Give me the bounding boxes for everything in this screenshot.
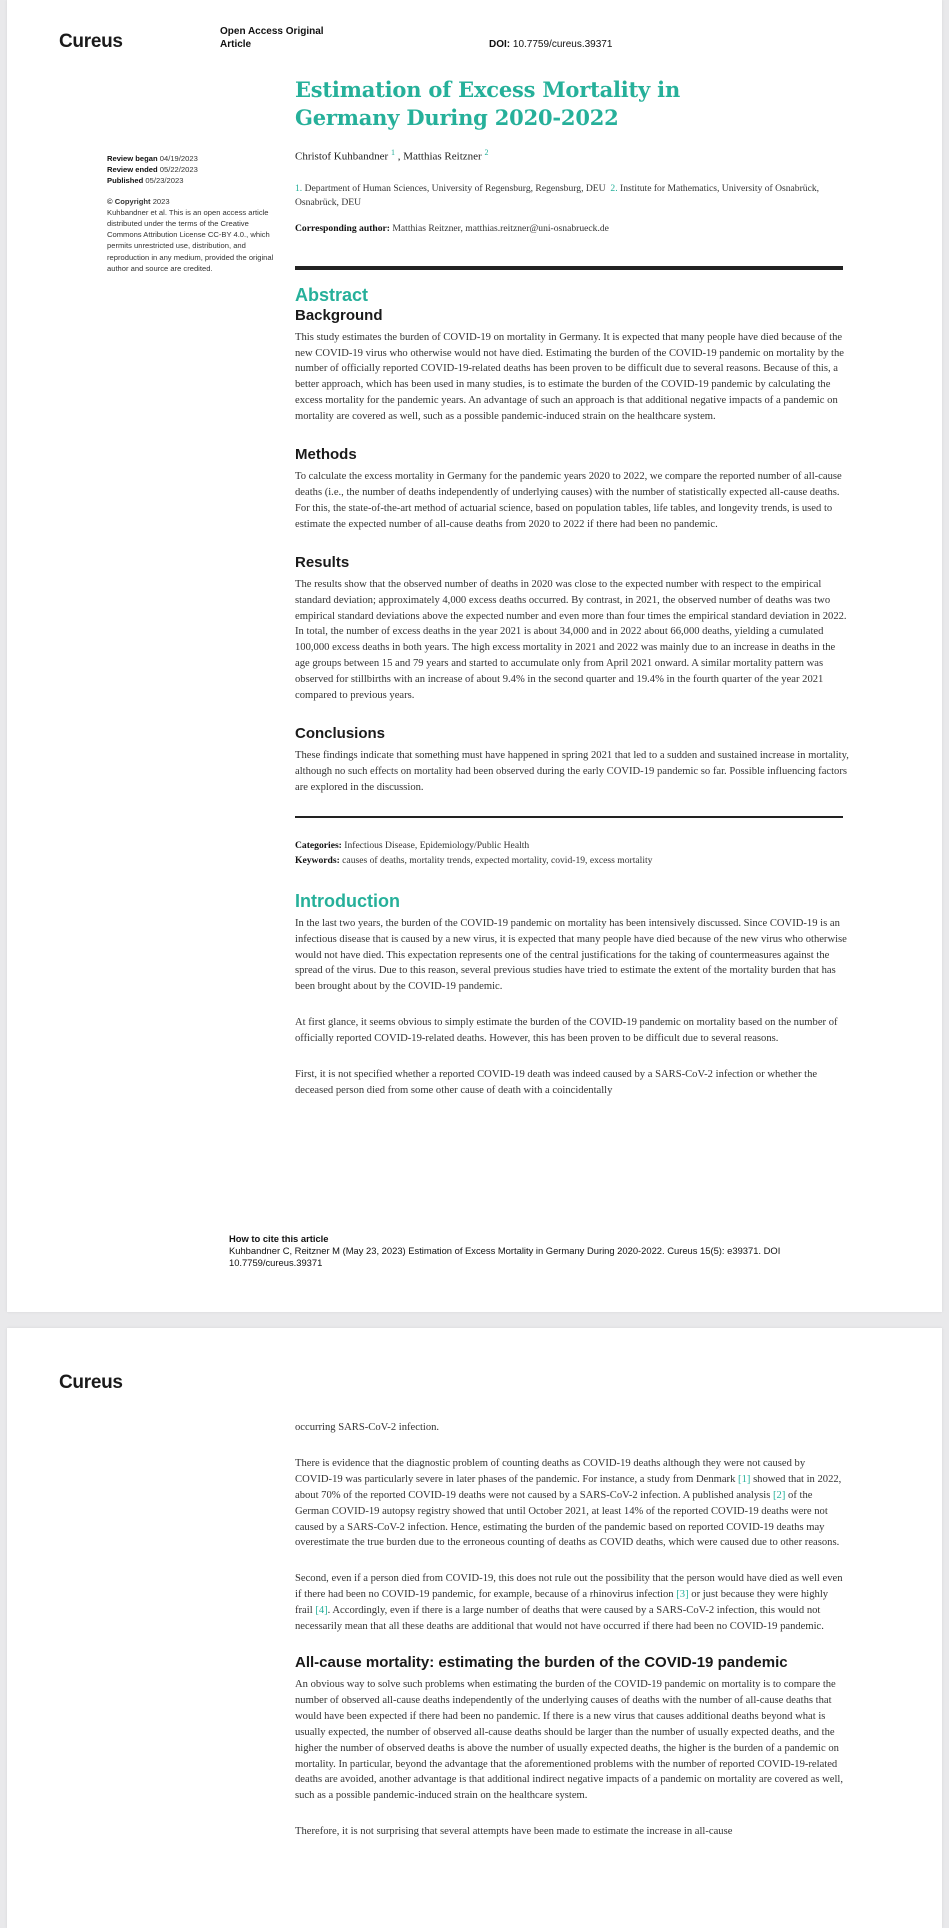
intro-paragraph: First, it is not specified whether a reported COVID-19 death was indeed caused by a SARS-CoV-2 infection or whether the deceased person died from some other cause of death with a coincidentally [295, 1069, 818, 1096]
reference-link[interactable]: [4] [315, 1605, 328, 1617]
article-type: Open Access Original Article [220, 26, 324, 50]
categories: Categories: Infectious Disease, Epidemiology/Public Health [295, 839, 530, 851]
methods-text: To calculate the excess mortality in Germany for the pandemic years 2020 to 2022, we compare the reported number of all-cause deaths (i.e., the number of deaths independently of underlying causes) with the number of statistically expected all-cause deaths. For this, the state-of-the-art method of actuarial science, based on population tables, life tables, and longevity trends, is used to estimate the expected number of all-cause deaths from 2020 to 2022 if there had been no pandemic. [295, 471, 842, 530]
results-text: The results show that the observed number of deaths in 2020 was close to the expected number with respect to the empirical standard deviation; approximately 4,000 excess deaths occurred. By contrast, in 2021, the observed number of deaths was two empirical standard deviations above the expected number and even more than four times the empirical standard deviation in 2022. In total, the number of excess deaths in the year 2021 is about 34,000 and in 2022 about 66,000 deaths, yielding a cumulated 100,000 excess deaths in both years. The high excess mortality in 2021 and 2022 was mainly due to an increase in deaths in the age groups between 15 and 79 years and started to accumulate only from April 2021 onward. A similar mortality pattern was observed for stillbirths with an increase of about 9.4% in the second quarter and 19.4% in the fourth quarter of the year 2021 compared to previous years. [295, 578, 847, 702]
cureus-logo: Cureus [59, 1372, 123, 1393]
review-began: Review began 04/19/2023 [107, 154, 198, 163]
sidebar [107, 153, 277, 274]
background-text: This study estimates the burden of COVID-19 on mortality in Germany. It is expected that many people have died because of the new COVID-19 virus who otherwise would not have died. Estimating the burden of the COVID-19 pandemic on mortality by the number of officially reported COVID-19-related deaths has been proven to be difficult due to several reasons. Because of this, a better approach, which has been used in many studies, is to estimate the burden of the COVID-19 pandemic by calculating the excess mortality for the pandemic years. An advantage of such an approach is that additional negative impacts of a pandemic on mortality are covered as well, such as a possible pandemic-induced strain on the healthcare system. [295, 331, 845, 423]
doi-value[interactable]: 10.7759/cureus.39371 [512, 39, 613, 50]
body-paragraph: An obvious way to solve such problems when estimating the burden of the COVID-19 pandemic on mortality is to compare the number of observed all-cause deaths independently of the underlying causes of deaths with the number of all-cause deaths that would have been expected if there had been no pandemic. If there is a new virus that causes additional deaths beyond what is usually expected, the number of observed all-cause deaths should be larger than the number of usually expected deaths, and the higher the number of observed deaths is above the number of usually expected deaths, the higher is the burden of a pandemic on mortality. In particular, beyond the advantage that the aforementioned problems with the number of reported COVID-19-related deaths are avoided, another advantage is that additional indirect negative impacts of a pandemic on mortality are covered as well, such as a possible pandemic-induced strain on the healthcare system. [295, 1678, 844, 1802]
background-heading: Background [295, 306, 383, 324]
intro-paragraph: At first glance, it seems obvious to simply estimate the burden of the COVID-19 pandemic on mortality based on the number of officially reported COVID-19-related deaths. However, this has been proven to be difficult due to several reasons. [295, 1017, 838, 1045]
copyright: © Copyright 2023 Kuhbandner et al. This is an open access article distributed under the terms of the Creative Commons Attribution License CC-BY 4.0., which permits unrestricted use, distribution, and reproduction in any medium, provided the original author and source are credited. [107, 196, 277, 274]
reference-link[interactable]: [3] [676, 1589, 689, 1601]
published-date: Published 05/23/2023 [107, 176, 184, 186]
author-1[interactable]: Christof Kuhbandner [295, 150, 389, 163]
results-heading: Results [295, 553, 350, 571]
article-main [295, 76, 850, 1099]
introduction-heading: Introduction [295, 890, 400, 911]
page-2-main [295, 1420, 843, 1840]
conclusions-text: These findings indicate that something must have happened in spring 2021 that led to a sudden and sustained increase in mortality, although no such effects on mortality had been observed during the early COVID-19 pandemic so far. Possible influencing factors are explored in the discussion. [295, 749, 849, 793]
body-paragraph: occurring SARS-CoV-2 infection. [295, 1422, 440, 1433]
body-paragraph: Therefore, it is not surprising that several attempts have been made to estimate the increase in all-cause [295, 1826, 733, 1838]
conclusions-heading: Conclusions [295, 724, 386, 742]
methods-heading: Methods [295, 446, 357, 464]
intro-paragraph: In the last two years, the burden of the COVID-19 pandemic on mortality has been intensively discussed. Since COVID-19 is an infectious disease that is caused by a new virus, it is expected that many people have died because of the new virus who otherwise would not have died. This expectation represents one of the central justifications for the taking of countermeasures against the spread of the virus. Due to this reason, several previous studies have tried to estimate the extent of the mortality burden that has been brought about by the COVID-19 pandemic. [295, 917, 847, 993]
article-title: Estimation of Excess Mortality in Germany During 2020-2022 [295, 77, 681, 130]
license-text: Kuhbandner et al. This is an open access article distributed under the terms of the Creative Commons Attribution License CC-BY 4.0., which permits unrestricted use, distribution, and reproduction in any medium, provided the original author and source are credited. [107, 207, 274, 273]
cureus-logo: Cureus [59, 31, 123, 52]
abstract-heading: Abstract [295, 284, 369, 305]
author-2[interactable]: Matthias Reitzner [403, 150, 482, 163]
keywords: Keywords: causes of deaths, mortality trends, expected mortality, covid-19, excess mortality [295, 854, 653, 866]
section-heading: All-cause mortality: estimating the burden of the COVID-19 pandemic [295, 1653, 788, 1671]
doi [489, 39, 612, 50]
page-1 [7, 0, 942, 1312]
reference-link[interactable]: [1] [738, 1473, 751, 1485]
review-ended: Review ended 05/22/2023 [107, 165, 198, 175]
corresponding-author: Corresponding author: Matthias Reitzner, matthias.reitzner@uni-osnabrueck.de [295, 222, 609, 234]
reference-link[interactable]: [2] [773, 1489, 786, 1501]
authors: Christof Kuhbandner $^1$ , Matthias Reitzner $^2$ [295, 148, 489, 163]
citation [229, 1233, 869, 1269]
body-paragraph: There is evidence that the diagnostic problem of counting deaths as COVID-19 deaths although they were not caused by COVID-19 was particularly severe in later phases of the pandemic. For instance, a study from Denmark [1] showed that in 2022, about 70% of the reported COVID-19 deaths were not caused by a SARS-CoV-2 infection. A published analysis [2] of the German COVID-19 autopsy registry showed that until October 2021, at least 14% of the reported COVID-19 deaths were not caused by a SARS-CoV-2 infection. Hence, estimating the burden of the pandemic based on reported COVID-19 deaths may overestimate the true burden due to the erroneous counting of deaths as COVID deaths, which were caused due to other reasons. [295, 1457, 842, 1549]
doi-label: DOI: [489, 39, 511, 50]
citation-label: How to cite this article [229, 1233, 329, 1244]
affiliations: 1. Department of Human Sciences, University of Regensburg, Regensburg, DEU 2. Institute for Mathematics, University of Osnabrück, Osnabrück, DEU [295, 182, 820, 208]
citation-text: Kuhbandner C, Reitzner M (May 23, 2023) Estimation of Excess Mortality in Germany During 2020-2022. Cureus 15(5): e39371. DOI 10.7759/cureus.39371 [229, 1245, 781, 1268]
body-paragraph: Second, even if a person died from COVID-19, this does not rule out the possibility that the person would have died as well even if there had been no COVID-19 pandemic, for example, because of a rhinovirus infection [3] or just because they were highly frail [4]. Accordingly, even if there is a large number of deaths that were caused by a SARS-CoV-2 infection, this would not necessarily mean that all these deaths are additional that would not have occurred if there had been no COVID-19 pandemic. [295, 1573, 843, 1633]
